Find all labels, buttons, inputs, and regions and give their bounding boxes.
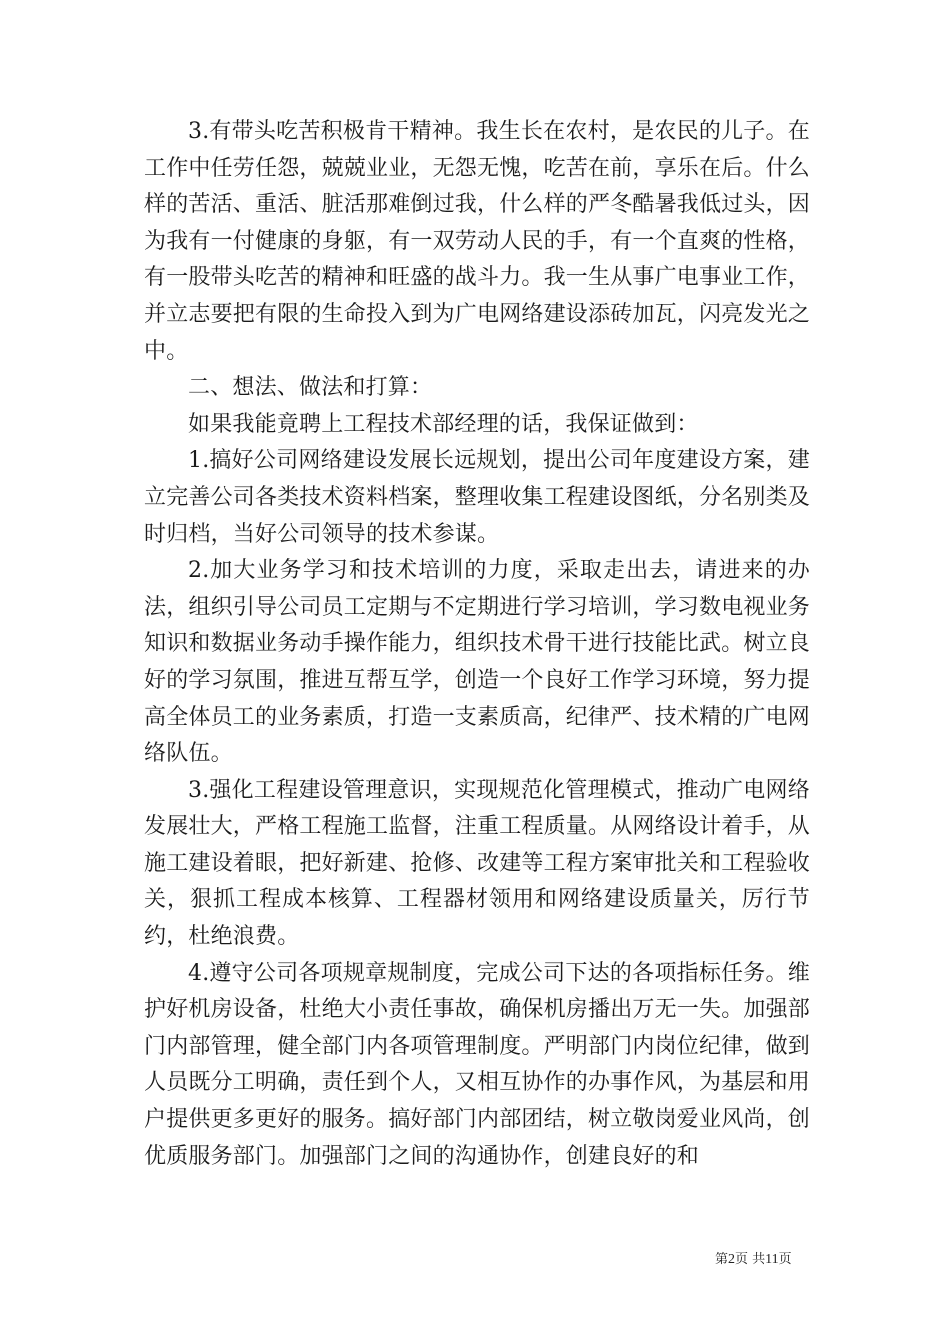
- paragraph-item-1: 1.搞好公司网络建设发展长远规划，提出公司年度建设方案，建立完善公司各类技术资料档案，整理收集工程建设图纸，分名别类及时归档，当好公司领导的技术参谋。: [144, 448, 811, 547]
- footer-suffix: 页: [778, 1252, 792, 1267]
- paragraph-hardworking-spirit: 3.有带头吃苦积极肯干精神。我生长在农村，是农民的儿子。在工作中任劳任怨，兢兢业业，无怨无愧，吃苦在前，享乐在后。什么样的苦活、重活、脏活那难倒过我，什么样的严冬酷暑我低过头，因为我有一付健康的身躯，有一双劳动人民的手，有一个直爽的性格，有一股带头吃苦的精神和旺盛的战斗力。我一生从事广电事业工作，并立志要把有限的生命投入到为广电网络建设添砖加瓦，闪亮发光之中。: [144, 119, 811, 364]
- paragraph-item-2: 2.加大业务学习和技术培训的力度，采取走出去，请进来的办法，组织引导公司员工定期与不定期进行学习培训，学习数电视业务知识和数据业务动手操作能力，组织技术骨干进行技能比武。树立良好的学习氛围，推进互帮互学，创造一个良好工作学习环境，努力提高全体员工的业务素质，打造一支素质高，纪律严、技术精的广电网络队伍。: [144, 558, 811, 767]
- current-page-number: 2: [728, 1252, 736, 1267]
- document-body: [144, 114, 810, 1175]
- total-pages-number: 11: [765, 1252, 779, 1267]
- page-number-footer: [715, 1248, 792, 1268]
- paragraph-item-4: 4.遵守公司各项规章规制度，完成公司下达的各项指标任务。维护好机房设备，杜绝大小责任事故，确保机房播出万无一失。加强部门内部管理，健全部门内各项管理制度。严明部门内岗位纪律，做到人员既分工明确，责任到个人，又相互协作的办事作风，为基层和用户提供更多更好的服务。搞好部门内部团结，树立敬岗爱业风尚，创优质服务部门。加强部门之间的沟通协作，创建良好的和: [144, 960, 811, 1169]
- section-heading-plans: 二、想法、做法和打算：: [188, 375, 433, 401]
- paragraph-item-3: 3.强化工程建设管理意识，实现规范化管理模式，推动广电网络发展壮大，严格工程施工监督，注重工程质量。从网络设计着手，从施工建设着眼，把好新建、抢修、改建等工程方案审批关和工程验收关，狠抓工程成本核算、工程器材领用和网络建设质量关，厉行节约，杜绝浪费。: [144, 777, 811, 950]
- paragraph-commitment-intro: 如果我能竟聘上工程技术部经理的话，我保证做到：: [188, 411, 699, 437]
- footer-middle: 页 共: [735, 1252, 766, 1267]
- footer-prefix: 第: [715, 1252, 729, 1267]
